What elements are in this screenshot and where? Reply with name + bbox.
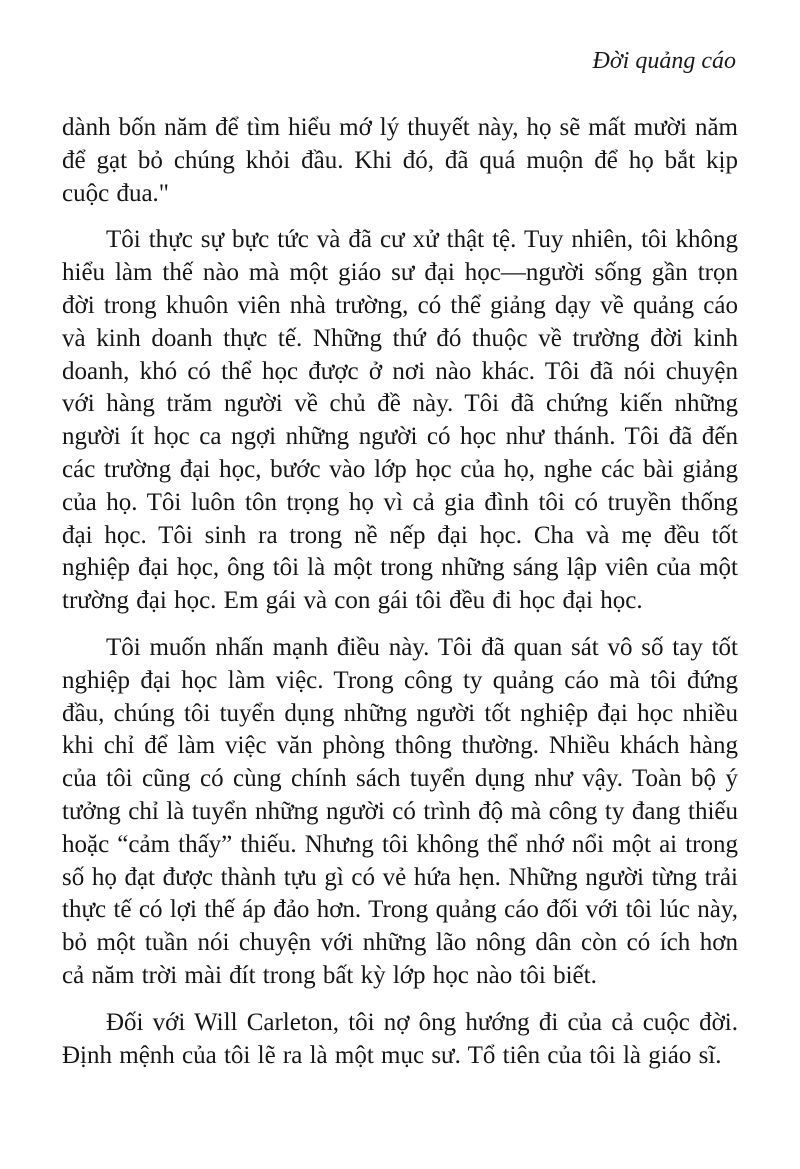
running-header-title: Đời quảng cáo [592,48,736,74]
paragraph: Đối với Will Carleton, tôi nợ ông hướng đi của cả cuộc đời. Định mệnh của tôi lẽ ra là một mục sư. Tổ tiên của tôi là giáo sĩ. [62,1008,738,1069]
paragraph: dành bốn năm để tìm hiểu mớ lý thuyết này, họ sẽ mất mười năm để gạt bỏ chúng khỏi đầu. Khi đó, đã quá muộn để họ bắt kịp cuộc đua." [62,114,738,207]
paragraph: Tôi muốn nhấn mạnh điều này. Tôi đã quan sát vô số tay tốt nghiệp đại học làm việc. Trong công ty quảng cáo mà tôi đứng đầu, chúng tôi tuyển dụng những người tốt nghiệp đại học nhiều khi chỉ để làm việc văn phòng thông thường. Nhiều khách hàng của tôi cũng có cùng chính sách tuyển dụng như vậy. Toàn bộ ý tưởng chỉ là tuyển những người có trình độ mà công ty đang thiếu hoặc “cảm thấy” thiếu. Nhưng tôi không thể nhớ nổi một ai trong số họ đạt được thành tựu gì có vẻ hứa hẹn. Những người từng trải thực tế có lợi thế áp đảo hơn. Trong quảng cáo đối với tôi lúc này, bỏ một tuần nói chuyện với những lão nông dân còn có ích hơn cả năm trời mài đít trong bất kỳ lớp học nào tôi biết. [62,633,738,989]
paragraph: Tôi thực sự bực tức và đã cư xử thật tệ. Tuy nhiên, tôi không hiểu làm thế nào mà một giáo sư đại học—người sống gần trọn đời trong khuôn viên nhà trường, có thể giảng dạy về quảng cáo và kinh doanh thực tế. Những thứ đó thuộc về trường đời kinh doanh, khó có thể học được ở nơi nào khác. Tôi đã nói chuyện với hàng trăm người về chủ đề này. Tôi đã chứng kiến những người ít học ca ngợi những người có học như thánh. Tôi đã đến các trường đại học, bước vào lớp học của họ, nghe các bài giảng của họ. Tôi luôn tôn trọng họ vì cả gia đình tôi có truyền thống đại học. Tôi sinh ra trong nề nếp đại học. Cha và mẹ đều tốt nghiệp đại học, ông tôi là một trong những sáng lập viên của một trường đại học. Em gái và con gái tôi đều đi học đại học. [62,226,738,615]
body-text-column [62,112,738,1072]
running-header [62,46,736,76]
